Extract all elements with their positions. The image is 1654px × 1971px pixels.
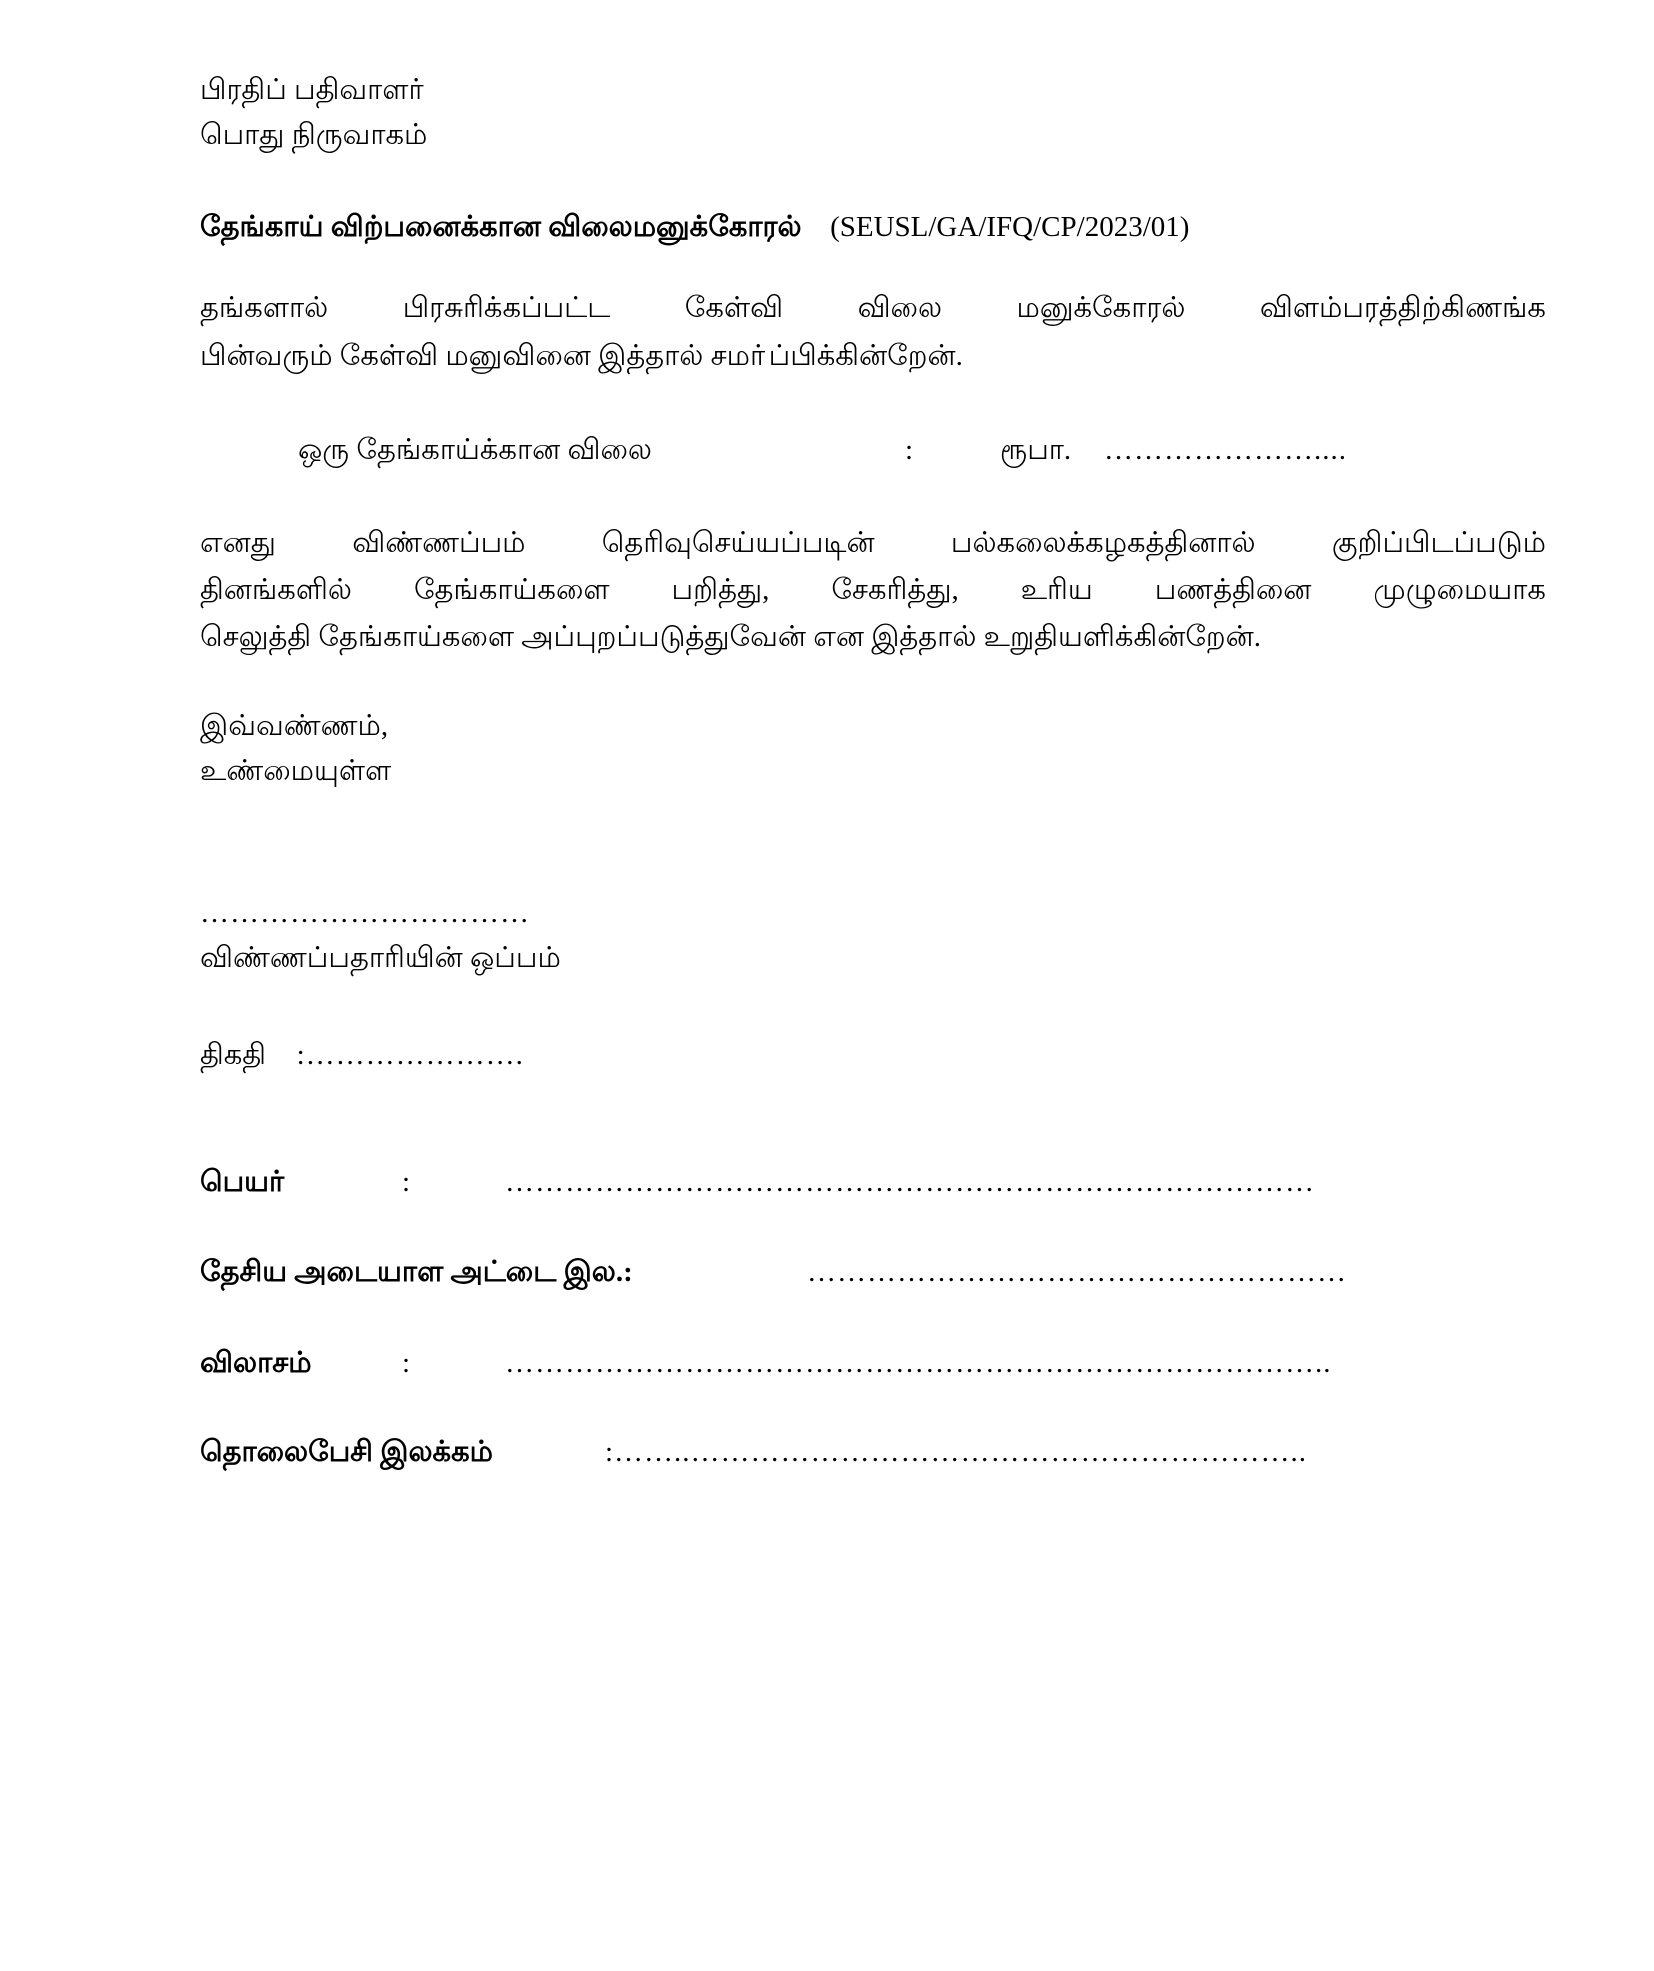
intro-word: விளம்பரத்திற்கிணங்க — [1259, 292, 1546, 324]
intro-line-2: பின்வரும் கேள்வி மனுவினை இத்தால் சமா்ப்பிக்கின்றேன். — [200, 340, 963, 372]
date-blank: :…………………. — [296, 1039, 524, 1071]
declaration-word: எனது — [200, 527, 276, 559]
declaration-line-1 — [200, 520, 1546, 566]
address-colon: : — [402, 1347, 411, 1379]
declaration-word: முழுமையாக — [1373, 574, 1546, 606]
declaration-word: பறித்து, — [671, 574, 770, 606]
recipient-line-1: பிரதிப் பதிவாளர் — [200, 74, 424, 106]
name-label: பெயர் — [200, 1166, 285, 1198]
intro-word: விலை — [857, 292, 943, 324]
subject-title: தேங்காய் விற்பனைக்கான விலைமனுக்கோரல் — [200, 211, 802, 243]
declaration-line-2 — [200, 567, 1546, 613]
nic-label: தேசிய அடையாள அட்டை இல.: — [200, 1256, 633, 1288]
nic-blank: ……………………………………………… — [807, 1256, 1347, 1288]
price-label: ஒரு தேங்காய்க்கான விலை — [298, 434, 653, 466]
closing-line-2: உண்மையுள்ள — [200, 755, 392, 787]
signature-label: விண்ணப்பதாரியின் ஒப்பம் — [200, 942, 561, 974]
closing-line-1: இவ்வண்ணம், — [200, 710, 389, 742]
declaration-word: பல்கலைக்கழகத்தினால் — [950, 527, 1256, 559]
intro-word: தங்களால் — [200, 292, 329, 324]
recipient-line-2: பொது நிருவாகம் — [200, 119, 428, 151]
intro-word: மனுக்கோரல் — [1016, 292, 1186, 324]
declaration-word: தெரிவுசெய்யப்படின் — [601, 527, 875, 559]
address-blank: ……………………………………………………………………….. — [505, 1347, 1332, 1379]
declaration-word: சேகரித்து, — [831, 574, 959, 606]
intro-line-1 — [200, 285, 1546, 331]
address-label: விலாசம் — [200, 1347, 312, 1379]
declaration-word: பணத்தினை — [1154, 574, 1312, 606]
intro-word: கேள்வி — [684, 292, 784, 324]
declaration-word: உரிய — [1020, 574, 1093, 606]
date-label: திகதி — [200, 1039, 267, 1071]
intro-word: பிரசுரிக்கப்பட்ட — [402, 292, 611, 324]
signature-blank: …………………………… — [200, 897, 530, 929]
phone-label: தொலைபேசி இலக்கம் — [200, 1436, 493, 1468]
declaration-word: தினங்களில் — [200, 574, 352, 606]
price-colon: : — [905, 434, 914, 466]
subject-line — [200, 207, 1189, 247]
name-colon: : — [402, 1166, 411, 1198]
declaration-word: விண்ணப்பம் — [352, 527, 526, 559]
price-currency: ரூபா. — [1000, 434, 1072, 466]
declaration-word: குறிப்பிடப்படும் — [1331, 527, 1546, 559]
price-blank: ………………….... — [1104, 434, 1347, 466]
date-line — [200, 1035, 524, 1075]
declaration-word: தேங்காய்களை — [413, 574, 610, 606]
phone-blank: :……..…………………………………………………….. — [605, 1436, 1308, 1468]
subject-reference: (SEUSL/GA/IFQ/CP/2023/01) — [830, 211, 1190, 243]
declaration-line-3: செலுத்தி தேங்காய்களை அப்புறப்படுத்துவேன் என இத்தால் உறுதியளிக்கின்றேன். — [200, 621, 1262, 653]
name-blank: ……………………………………………………………………… — [505, 1166, 1315, 1198]
